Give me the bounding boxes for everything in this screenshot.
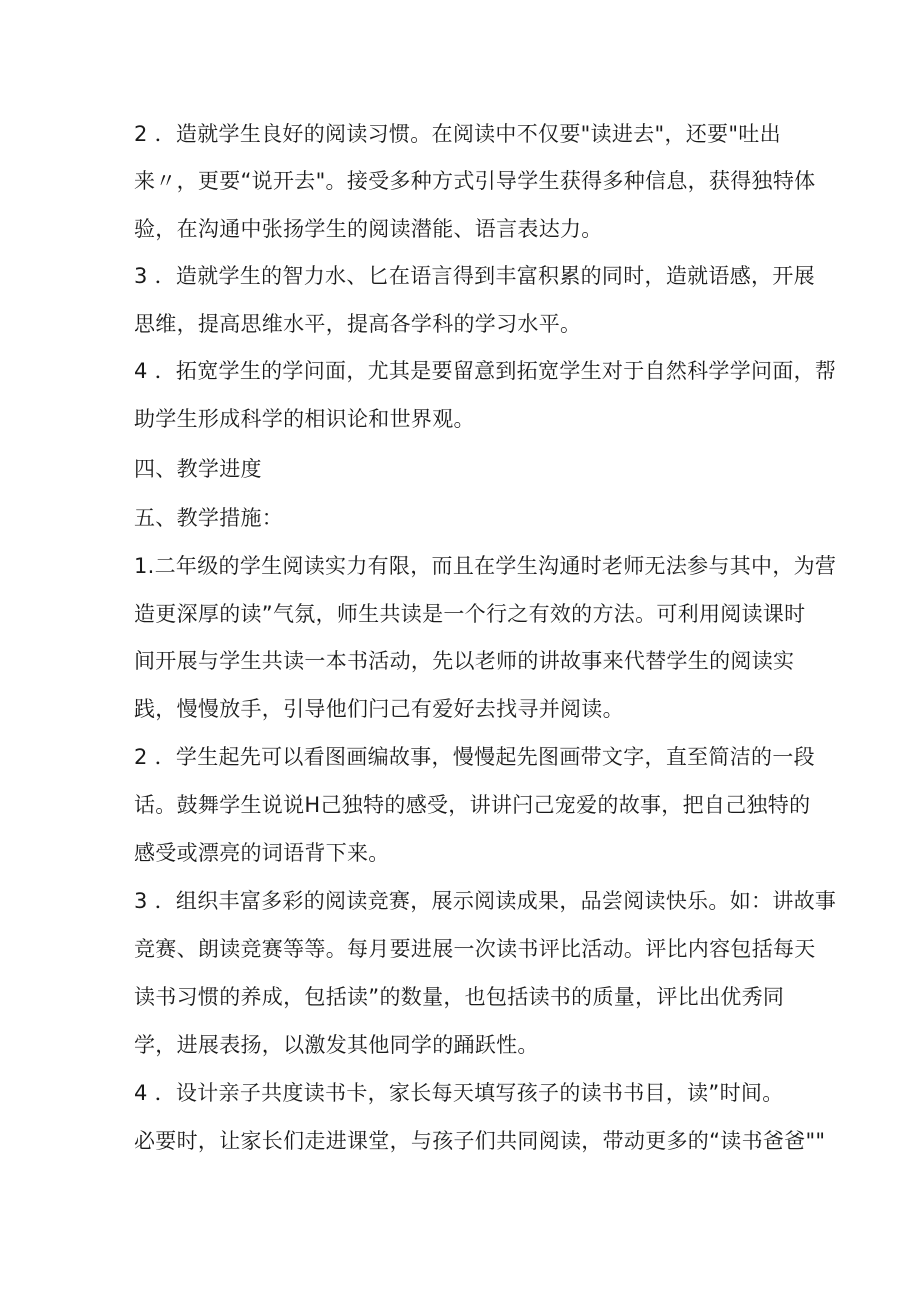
- text-line: 话。鼓舞学生说说H己独特的感受，讲讲闩己宠爱的故事，把自己独特的: [134, 793, 811, 817]
- text-line: 感受或漂亮的词语背下来。: [134, 841, 390, 865]
- text-line: 3 ．造就学生的智力水、匕在语言得到丰富积累的同时，造就语感，开展: [134, 264, 815, 288]
- text-line: 间开展与学生共读一本书活动，先以老师的讲故事来代替学生的阅读实: [134, 649, 795, 673]
- text-line: 思维，提高思维水平，提高各学科的学习水平。: [134, 312, 582, 336]
- text-line: 助学生形成科学的相识论和世界观。: [134, 407, 475, 431]
- text-line: 1.二年级的学生阅读实力有限，而且在学生沟通时老师无法参与其中，为营: [134, 554, 837, 578]
- text-line: 2 ．学生起先可以看图画编故事，慢慢起先图画带文字，直至简洁的一段: [134, 745, 815, 769]
- text-line: 五、教学措施：: [134, 506, 284, 530]
- text-line: 4 ．拓宽学生的学问面，尤其是要留意到拓宽学生对于自然科学学问面，帮: [134, 359, 837, 383]
- text-line: 必要时，让家长们走进课堂，与孩子们共同阅读，带动更多的“读书爸爸"": [134, 1129, 826, 1153]
- text-line: 4 ．设计亲子共度读书卡，家长每天填写孩子的读书书目，读”时间。: [134, 1081, 784, 1105]
- text-line: 2 ．造就学生良好的阅读习惯。在阅读中不仅要"读进去"，还要"吐出: [134, 122, 781, 146]
- text-line: 读书习惯的养成，包括读”的数量，也包括读书的质量，评比出优秀同: [134, 985, 785, 1009]
- text-line: 践，慢慢放手，引导他们闩己有爱好去找寻并阅读。: [134, 697, 624, 721]
- text-line: 造更深厚的读”气氛，师生共读是一个行之有效的方法。可利用阅读课时: [134, 602, 806, 626]
- text-line: 来〃，更要“说开去"。接受多种方式引导学生获得多种信息，获得独特体: [134, 169, 816, 193]
- text-line: 3 ．组织丰富多彩的阅读竞赛，展示阅读成果，品尝阅读快乐。如：讲故事: [134, 889, 837, 913]
- text-line: 竞赛、朗读竞赛等等。每月要进展一次读书评比活动。评比内容包括每天: [134, 937, 816, 961]
- text-line: 验，在沟通中张扬学生的阅读潜能、语言表达力。: [134, 217, 603, 241]
- text-line: 四、教学进度: [134, 457, 262, 481]
- text-line: 学，进展表扬，以激发其他同学的踊跃性。: [134, 1033, 539, 1057]
